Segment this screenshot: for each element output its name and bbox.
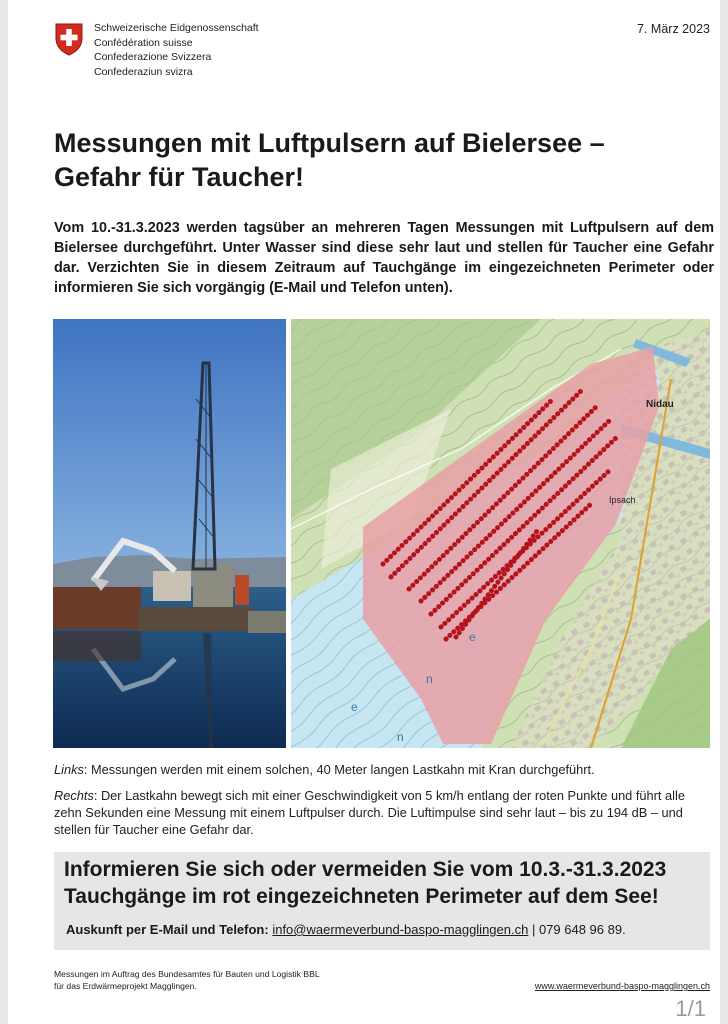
federation-line-de: Schweizerische Eidgenossenschaft [94, 22, 259, 34]
contact-email-link[interactable]: info@waermeverbund-baspo-magglingen.ch [272, 922, 529, 937]
contact-info [66, 922, 626, 937]
title-line-1: Messungen mit Luftpulsern auf Bielersee – [54, 128, 605, 158]
page-count: 1/1 [675, 996, 706, 1021]
caption-right-text: : Der Lastkahn bewegt sich mit einer Geschwindigkeit von 5 km/h entlang der roten Punkte und führt alle zehn Sekunden eine Messung mit einem Luftpulser durch. Die Luftimpulse sind sehr laut – bis zu 194 dB – und stellen für Taucher eine Gefahr dar. [54, 788, 685, 837]
callout-headline-line-1: Informieren Sie sich oder vermeiden Sie vom 10.3.-31.3.2023 [64, 858, 667, 881]
footer-note-line-2: für das Erdwärmeprojekt Magglingen. [54, 981, 197, 991]
caption-left [54, 761, 714, 778]
lake-letter-4: n [397, 730, 404, 744]
intro-paragraph: Vom 10.-31.3.2023 werden tagsüber an mehreren Tagen Messungen mit Luftpulsern auf dem Bielersee durchgeführt. Unter Wasser sind diese sehr laut und stellen für Taucher eine Gefahr dar. Verzichten Sie in diesem Zeitraum auf Tauchgänge im eingezeichneten Perimeter oder informieren Sie sich vorgängig (E-Mail und Telefon unten). [54, 220, 714, 296]
document-date: 7. März 2023 [637, 22, 710, 36]
lake-letter-1: e [469, 630, 476, 644]
caption-left-label: Links [54, 762, 84, 777]
footer-note [54, 968, 320, 992]
swiss-cross-shield-icon [54, 22, 84, 56]
measurement-perimeter-map [291, 319, 710, 748]
warning-callout [54, 852, 710, 950]
title-line-2: Gefahr für Taucher! [54, 162, 305, 192]
contact-phone: | 079 648 96 89. [528, 922, 626, 937]
callout-headline-line-2: Tauchgänge im rot eingezeichneten Perimeter auf dem See! [64, 885, 659, 908]
federation-line-it: Confederazione Svizzera [94, 51, 212, 63]
barge-crane-photo [53, 319, 286, 748]
document-page [8, 0, 720, 1024]
caption-right [54, 787, 714, 838]
federation-line-rm: Confederaziun svizra [94, 65, 193, 78]
footer-note-line-1: Messungen im Auftrag des Bundesamtes für Bauten und Logistik BBL [54, 969, 320, 979]
map-label-nidau: Nidau [646, 399, 674, 410]
map-label-ipsach: Ipsach [609, 495, 636, 505]
lake-letter-2: e [351, 700, 358, 714]
page-title [54, 126, 694, 194]
federation-line-fr: Confédération suisse [94, 36, 193, 49]
contact-label: Auskunft per E-Mail und Telefon: [66, 922, 269, 937]
footer-website-link[interactable]: www.waermeverbund-baspo-magglingen.ch [534, 981, 710, 991]
callout-headline [64, 856, 704, 910]
lake-letter-3: n [426, 672, 433, 686]
caption-right-label: Rechts [54, 788, 94, 803]
federation-names [94, 21, 259, 79]
caption-left-text: : Messungen werden mit einem solchen, 40 Meter langen Lastkahn mit Kran durchgeführt. [83, 762, 595, 777]
